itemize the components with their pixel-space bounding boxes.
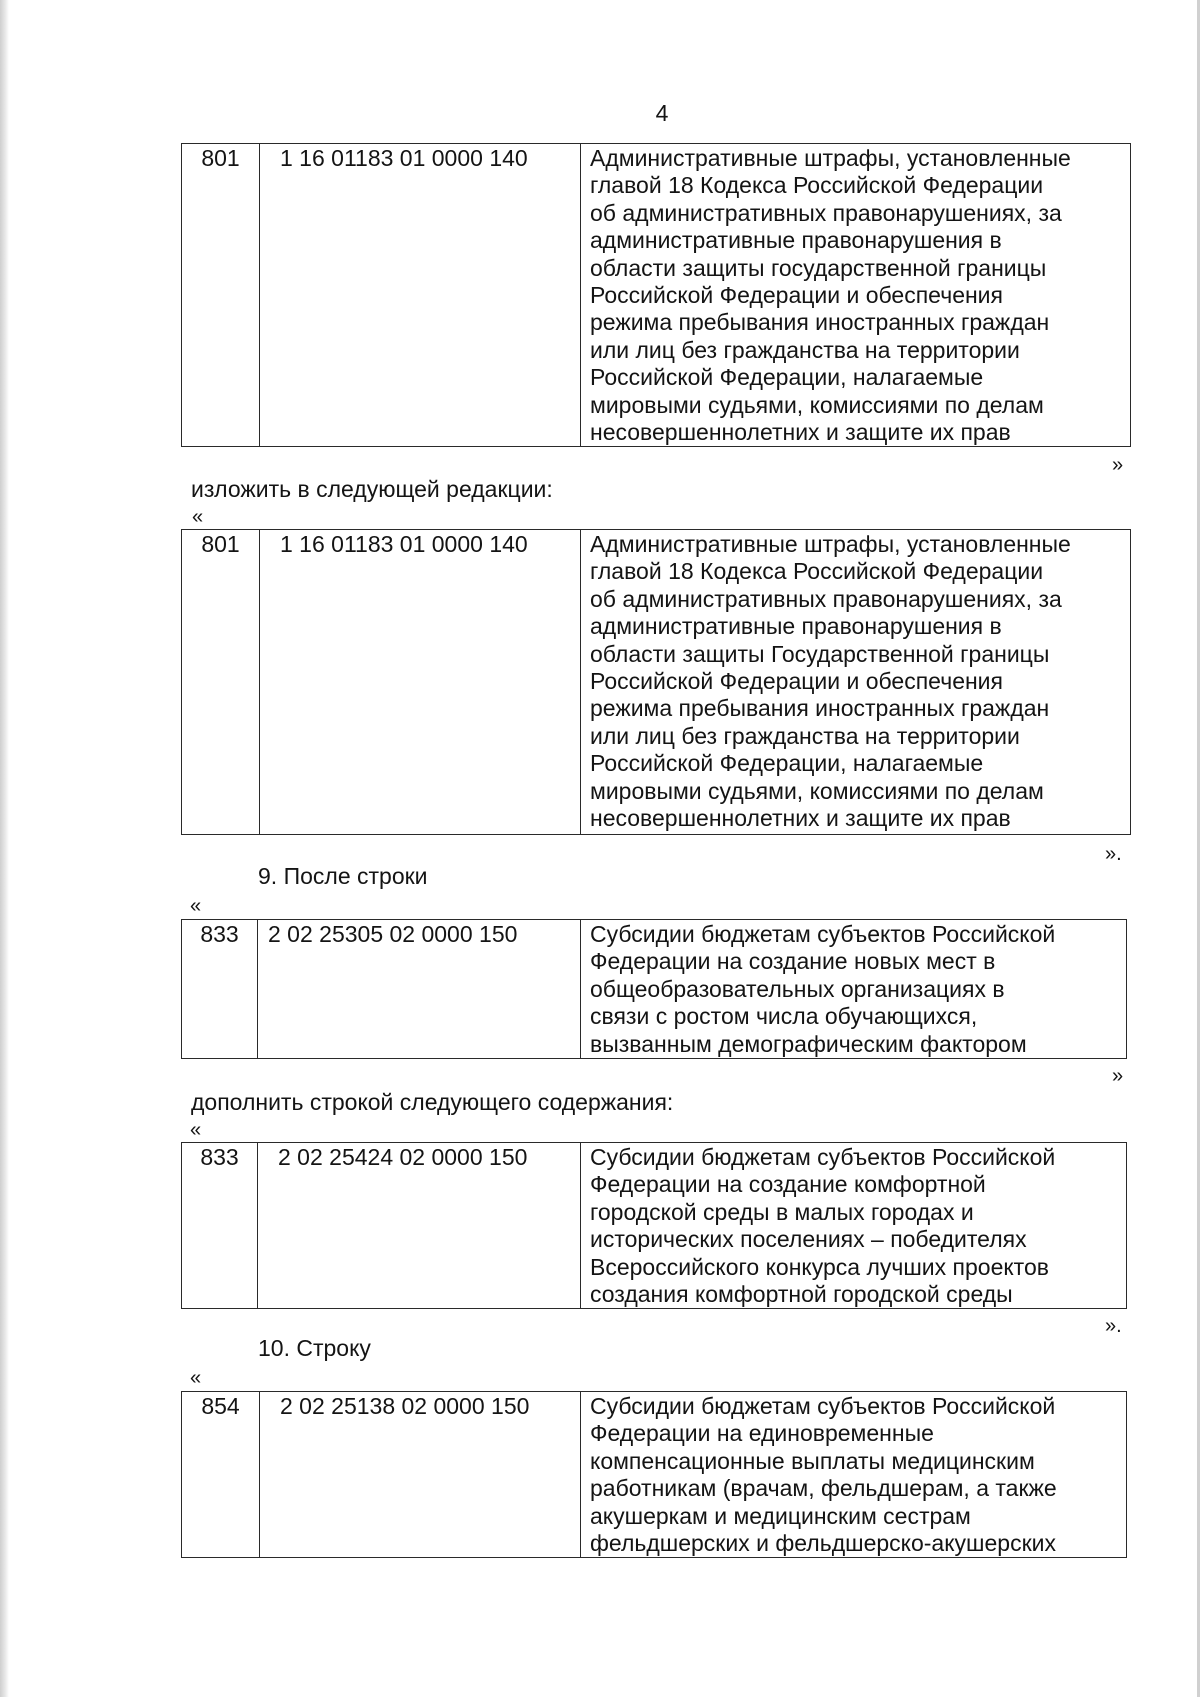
description-line: Российской Федерации, налагаемые (590, 364, 984, 391)
description-line: мировыми судьями, комиссиями по делам (590, 777, 1044, 804)
row-number-cell: 854 (182, 1392, 260, 1558)
row-number-cell: 833 (182, 920, 258, 1059)
table-row-block-5 (181, 1391, 1127, 1558)
close-quote: ». (1105, 843, 1122, 865)
open-quote: « (192, 506, 204, 528)
description-cell (581, 1143, 1127, 1309)
description-line: компенсационные выплаты медицинским (590, 1447, 1035, 1474)
scan-edge-left (0, 0, 9, 1697)
description-line: фельдшерских и фельдшерско-акушерских (590, 1530, 1056, 1557)
close-quote: » (1112, 1065, 1124, 1087)
description-line: Субсидии бюджетам субъектов Российской (590, 1144, 1056, 1170)
budget-code-cell: 1 16 01183 01 0000 140 (260, 530, 581, 835)
open-quote: « (190, 895, 202, 917)
paragraph-replace-intro: изложить в следующей редакции: (191, 476, 553, 502)
description-line: об административных правонарушениях, за (590, 585, 1062, 612)
description-line: работникам (врачам, фельдшерам, а также (590, 1475, 1057, 1502)
description-line: Административные штрафы, установленные (590, 145, 1071, 171)
close-quote: » (1112, 454, 1124, 476)
table-row-block-4 (181, 1142, 1127, 1309)
description-line: режима пребывания иностранных граждан (590, 309, 1050, 336)
description-line: или лиц без гражданства на территории (590, 722, 1020, 749)
description-line: городской среды в малых городах и (590, 1198, 974, 1225)
description-cell (581, 1392, 1127, 1558)
description-line: главой 18 Кодекса Российской Федерации (590, 172, 1044, 199)
description-line: Субсидии бюджетам субъектов Российской (590, 1393, 1056, 1419)
budget-code-cell: 2 02 25424 02 0000 150 (258, 1143, 581, 1309)
budget-code-cell: 1 16 01183 01 0000 140 (260, 144, 581, 447)
description-line: главой 18 Кодекса Российской Федерации (590, 558, 1044, 585)
table-row-block-2 (181, 529, 1131, 835)
description-line: исторических поселениях – победителях (590, 1226, 1027, 1253)
description-line: вызванным демографическим фактором (590, 1030, 1027, 1057)
close-quote: ». (1105, 1315, 1122, 1337)
description-line: Федерации на создание новых мест в (590, 948, 996, 975)
row-number-cell: 801 (182, 530, 260, 835)
open-quote: « (190, 1367, 202, 1389)
description-line: Федерации на единовременные (590, 1420, 934, 1447)
description-line: общеобразовательных организациях в (590, 975, 1005, 1002)
description-line: области защиты Государственной границы (590, 640, 1050, 667)
description-line: Всероссийского конкурса лучших проектов (590, 1253, 1049, 1280)
row-number-cell: 801 (182, 144, 260, 447)
description-line: административные правонарушения в (590, 613, 1002, 640)
row-number-cell: 833 (182, 1143, 258, 1309)
description-line: или лиц без гражданства на территории (590, 336, 1020, 363)
description-line: создания комфортной городской среды (590, 1281, 1013, 1308)
description-line: мировыми судьями, комиссиями по делам (590, 391, 1044, 418)
description-line: об административных правонарушениях, за (590, 199, 1062, 226)
description-line: области защиты государственной границы (590, 254, 1047, 281)
table-row-block-1 (181, 143, 1131, 447)
open-quote: « (190, 1119, 202, 1141)
description-line: несовершеннолетних и защите их прав (590, 805, 1011, 832)
page-number: 4 (655, 100, 669, 126)
description-cell (581, 144, 1131, 447)
paragraph-item-9: 9. После строки (258, 863, 428, 889)
paragraph-item-10: 10. Строку (258, 1335, 371, 1361)
budget-code-cell: 2 02 25138 02 0000 150 (260, 1392, 581, 1558)
paragraph-add-intro: дополнить строкой следующего содержания: (191, 1089, 674, 1115)
description-line: Субсидии бюджетам субъектов Российской (590, 921, 1056, 947)
description-line: Административные штрафы, установленные (590, 531, 1071, 557)
description-line: несовершеннолетних и защите их прав (590, 419, 1011, 446)
table-row-block-3 (181, 919, 1127, 1059)
description-line: административные правонарушения в (590, 227, 1002, 254)
description-line: режима пребывания иностранных граждан (590, 695, 1050, 722)
description-cell (581, 530, 1131, 835)
description-line: Российской Федерации и обеспечения (590, 282, 1003, 309)
description-line: Российской Федерации и обеспечения (590, 668, 1003, 695)
description-line: Российской Федерации, налагаемые (590, 750, 984, 777)
budget-code-cell: 2 02 25305 02 0000 150 (258, 920, 581, 1059)
description-cell (581, 920, 1127, 1059)
description-line: Федерации на создание комфортной (590, 1171, 986, 1198)
description-line: связи с ростом числа обучающихся, (590, 1003, 978, 1030)
description-line: акушеркам и медицинским сестрам (590, 1502, 971, 1529)
